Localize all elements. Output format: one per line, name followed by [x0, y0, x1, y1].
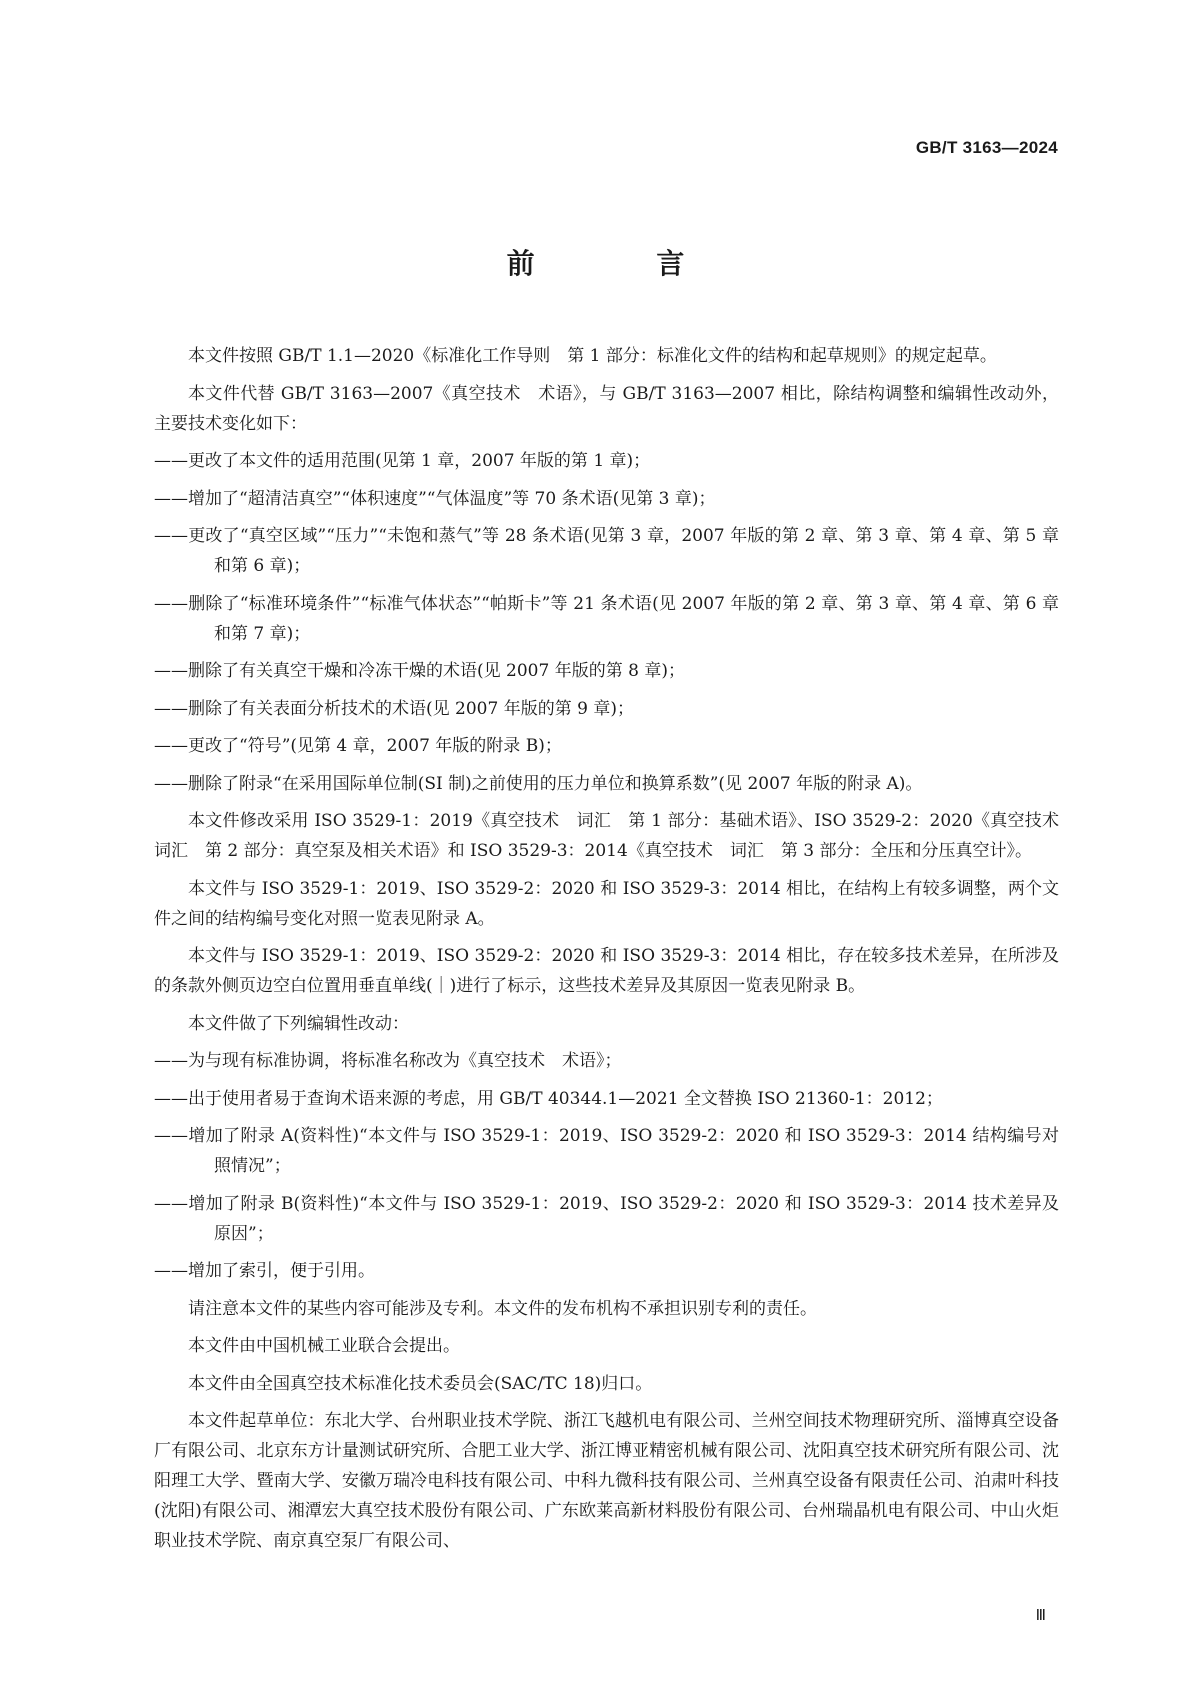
list-item: ——增加了附录 A(资料性)“本文件与 ISO 3529-1：2019、ISO 3529-2：2020 和 ISO 3529-3：2014 结构编号对照情况”； — [154, 1126, 1059, 1176]
list-item: ——更改了“真空区域”“压力”“未饱和蒸气”等 28 条术语(见第 3 章，2007 年版的第 2 章、第 3 章、第 4 章、第 5 章和第 6 章)； — [154, 526, 1059, 576]
paragraph: 本文件与 ISO 3529-1：2019、ISO 3529-2：2020 和 ISO 3529-3：2014 相比，在结构上有较多调整，两个文件之间的结构编号变化对照一览表见附录 A。 — [154, 878, 1059, 929]
paragraph: 本文件由全国真空技术标准化技术委员会(SAC/TC 18)归口。 — [188, 1373, 653, 1394]
paragraph: 本文件修改采用 ISO 3529-1：2019《真空技术 词汇 第 1 部分：基础术语》、ISO 3529-2：2020《真空技术 词汇 第 2 部分：真空泵及相关术语》和 ISO 3529-3：2014《真空技术 词汇 第 3 部分：全压和分压真空计》。 — [154, 811, 1076, 861]
paragraph: 本文件由中国机械工业联合会提出。 — [188, 1336, 460, 1356]
list-item: ——增加了“超清洁真空”“体积速度”“气体温度”等 70 条术语(见第 3 章)； — [154, 488, 716, 509]
paragraph: 本文件与 ISO 3529-1：2019、ISO 3529-2：2020 和 ISO 3529-3：2014 相比，存在较多技术差异，在所涉及的条款外侧页边空白位置用垂直单线(｜)进行了标示，这些技术差异及其原因一览表见附录 B。 — [154, 946, 1059, 996]
paragraph: 请注意本文件的某些内容可能涉及专利。本文件的发布机构不承担识别专利的责任。 — [188, 1298, 817, 1319]
list-item: ——更改了“符号”(见第 4 章，2007 年版的附录 B)； — [154, 736, 562, 756]
list-item: ——增加了附录 B(资料性)“本文件与 ISO 3529-1：2019、ISO 3529-2：2020 和 ISO 3529-3：2014 技术差异及原因”； — [154, 1193, 1059, 1244]
standard-code: GB/T 3163—2024 — [915, 138, 1058, 157]
list-item: ——删除了有关真空干燥和冷冻干燥的术语(见 2007 年版的第 8 章)； — [154, 661, 685, 681]
paragraph: 本文件代替 GB/T 3163—2007《真空技术 术语》，与 GB/T 3163—2007 相比，除结构调整和编辑性改动外，主要技术变化如下： — [154, 383, 1059, 434]
list-item: ——为与现有标准协调，将标准名称改为《真空技术 术语》； — [154, 1051, 622, 1071]
list-item: ——出于使用者易于查询术语来源的考虑，用 GB/T 40344.1—2021 全文替换 ISO 21360-1：2012； — [154, 1088, 943, 1109]
list-item: ——更改了本文件的适用范围(见第 1 章，2007 年版的第 1 章)； — [154, 451, 651, 471]
page-number: Ⅲ — [1035, 1606, 1046, 1624]
page-title: 前 言 — [506, 247, 741, 280]
paragraph: 本文件按照 GB/T 1.1—2020《标准化工作导则 第 1 部分：标准化文件的结构和起草规则》的规定起草。 — [188, 346, 997, 366]
list-item: ——删除了有关表面分析技术的术语(见 2007 年版的第 9 章)； — [154, 698, 634, 719]
list-item: ——删除了附录“在采用国际单位制(SI 制)之前使用的压力单位和换算系数”(见 2007 年版的附录 A)。 — [154, 773, 923, 794]
preface-body — [154, 341, 1076, 1564]
paragraph: 本文件起草单位：东北大学、台州职业技术学院、浙江飞越机电有限公司、兰州空间技术物理研究所、淄博真空设备厂有限公司、北京东方计量测试研究所、合肥工业大学、浙江博亚精密机械有限公司、沈阳真空技术研究所有限公司、沈阳理工大学、暨南大学、安徽万瑞冷电科技有限公司、中科九微科技有限公司、兰州真空设备有限责任公司、泊肃叶科技(沈阳)有限公司、湘潭宏大真空技术股份有限公司、广东欧莱高新材料股份有限公司、台州瑞晶机电有限公司、中山火炬职业技术学院、南京真空泵厂有限公司、 — [154, 1411, 1059, 1551]
list-item: ——删除了“标准环境条件”“标准气体状态”“帕斯卡”等 21 条术语(见 2007 年版的第 2 章、第 3 章、第 4 章、第 6 章和第 7 章)； — [154, 593, 1059, 644]
paragraph: 本文件做了下列编辑性改动： — [188, 1013, 409, 1034]
list-item: ——增加了索引，便于引用。 — [154, 1261, 375, 1281]
